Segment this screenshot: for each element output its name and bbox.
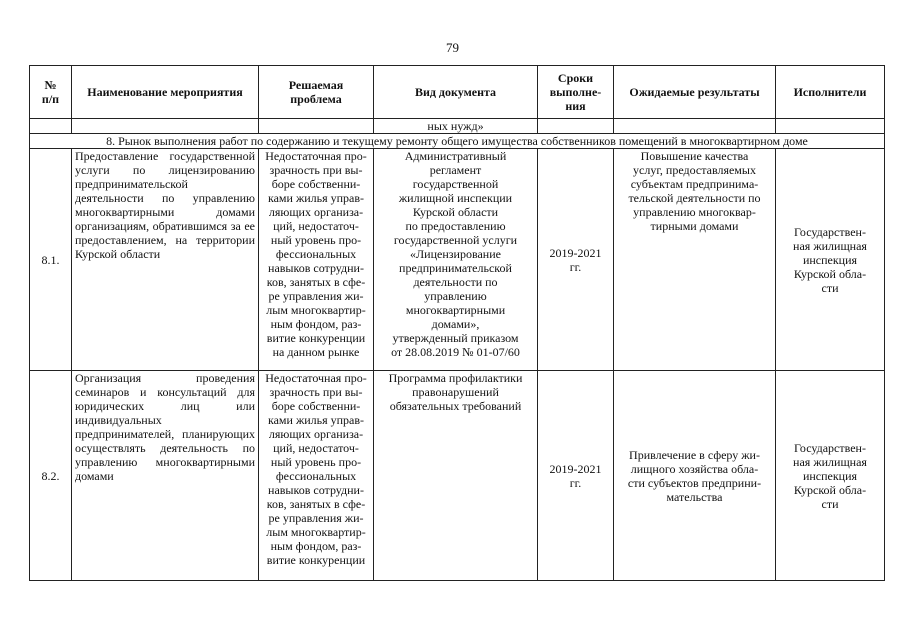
row-doc: Административный регламент государственной жилищной инспекции Курской области по предоставлению государственной услуги «Лицензирование предпринимательской деятельности по управлению многоквартирными домами», утвержденный приказом от 28.08.2019 № 01-07/60 bbox=[374, 149, 538, 371]
row-name: Организация проведения семинаров и консультаций для юридических лиц или индивидуальных предпринимателей, планирующих осуществлять деятельность по управлению многоквартирными домами bbox=[72, 371, 259, 581]
header-num: № п/п bbox=[30, 66, 72, 119]
header-problem: Решаемая проблема bbox=[259, 66, 374, 119]
continuation-problem bbox=[259, 119, 374, 134]
header-row bbox=[30, 66, 885, 119]
continuation-results bbox=[614, 119, 776, 134]
section-row bbox=[30, 134, 885, 149]
row-name: Предоставление государственной услуги по лицензированию предпринимательской деятельности по управлению многоквартирными домами организациям, обратившимся за ее предоставлением, на территории Курской области bbox=[72, 149, 259, 371]
continuation-deadline bbox=[538, 119, 614, 134]
header-executors: Исполнители bbox=[776, 66, 885, 119]
continuation-name bbox=[72, 119, 259, 134]
row-results: Повышение качества услуг, предоставляемых субъектам предпринима- тельской деятельности по управлению многоквар- тирными домами bbox=[614, 149, 776, 371]
page-number: 79 bbox=[446, 40, 459, 55]
row-doc: Программа профилактики правонарушений обязательных требований bbox=[374, 371, 538, 581]
row-executors: Государствен- ная жилищная инспекция Курской обла- сти bbox=[776, 371, 885, 581]
continuation-executors bbox=[776, 119, 885, 134]
header-name: Наименование мероприятия bbox=[72, 66, 259, 119]
row-problem: Недостаточная про- зрачность при вы- боре собственни- ками жилья управ- ляющих организа- ций, недостаточ- ный уровень про- фессиональных навыков сотрудни- ков, занятых в сфе- ре управления жи- лым многоквартир- ным фондом, раз- витие конкуренции bbox=[259, 371, 374, 581]
section-title: 8. Рынок выполнения работ по содержанию и текущему ремонту общего имущества собственников помещений в многоквартирном доме bbox=[30, 134, 885, 149]
row-num: 8.2. bbox=[30, 371, 72, 581]
continuation-row bbox=[30, 119, 885, 134]
row-num: 8.1. bbox=[30, 149, 72, 371]
row-problem: Недостаточная про- зрачность при вы- боре собственни- ками жилья управ- ляющих организа- ций, недостаточ- ный уровень про- фессиональных навыков сотрудни- ков, занятых в сфе- ре управления жи- лым многоквартир- ным фондом, раз- витие конкуренции на данном рынке bbox=[259, 149, 374, 371]
row-deadline: 2019-2021 гг. bbox=[538, 371, 614, 581]
row-results: Привлечение в сферу жи- лищного хозяйства обла- сти субъектов предприни- мательства bbox=[614, 371, 776, 581]
header-results: Ожидаемые результаты bbox=[614, 66, 776, 119]
continuation-doc: ных нужд» bbox=[374, 119, 538, 134]
table-row bbox=[30, 371, 885, 581]
row-deadline: 2019-2021 гг. bbox=[538, 149, 614, 371]
table-row bbox=[30, 149, 885, 371]
measures-table bbox=[29, 65, 885, 581]
header-deadline: Сроки выполне- ния bbox=[538, 66, 614, 119]
continuation-num bbox=[30, 119, 72, 134]
header-doc: Вид документа bbox=[374, 66, 538, 119]
row-executors: Государствен- ная жилищная инспекция Курской обла- сти bbox=[776, 149, 885, 371]
